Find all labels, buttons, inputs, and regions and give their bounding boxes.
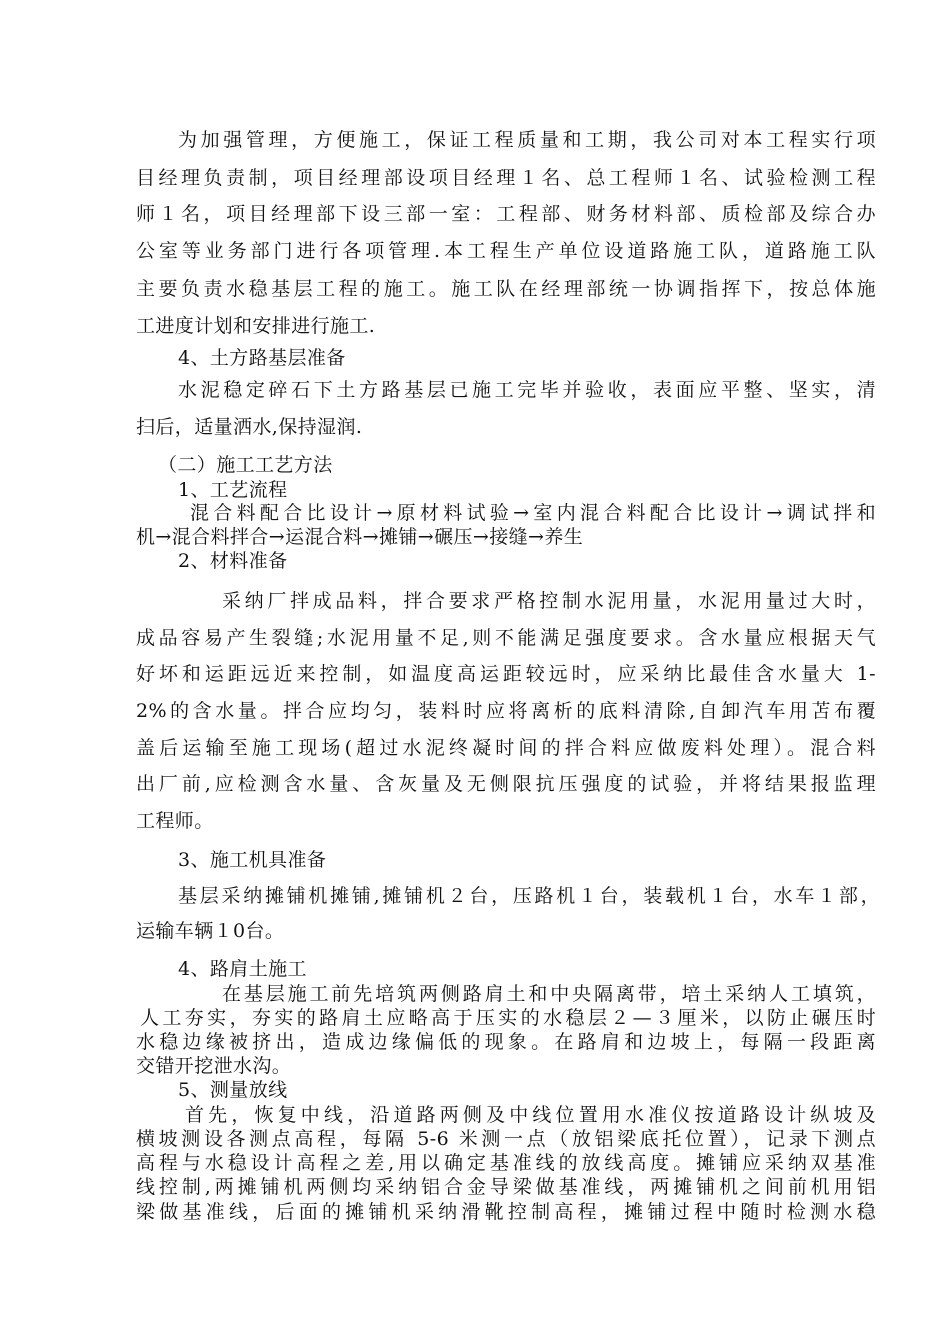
paragraph-line: 机→混合料拌合→运混合料→摊铺→碾压→接缝→养生 (136, 526, 584, 548)
paragraph-line: 基层采纳摊铺机摊铺,摊铺机２台，压路机１台，装载机１台，水车１部， (178, 885, 880, 907)
paragraph-line: 采纳厂拌成品料，拌合要求严格控制水泥用量，水泥用量过大时， (222, 590, 876, 612)
paragraph-line: 工进度计划和安排进行施工. (136, 315, 376, 337)
paragraph-line: 线控制,两摊铺机两侧均采纳铝合金导梁做基准线，两摊铺机之间前机用铝 (136, 1176, 876, 1198)
paragraph-line: 师１名，项目经理部下设三部一室：工程部、财务材料部、质检部及综合办 (136, 203, 876, 225)
paragraph-line: 好坏和运距远近来控制，如温度高运距较远时，应采纳比最佳含水量大 1- (136, 663, 876, 685)
section-heading: 4、土方路基层准备 (178, 347, 346, 369)
paragraph-line: 工程师。 (136, 810, 214, 832)
section-heading: 2、材料准备 (178, 550, 288, 572)
paragraph-line: 盖后运输至施工现场(超过水泥终凝时间的拌合料应做废料处理）。混合料 (136, 737, 876, 759)
paragraph-line: 高程与水稳设计高程之差,用以确定基准线的放线高度。摊铺应采纳双基准 (136, 1152, 876, 1174)
paragraph-line: 运输车辆１0台。 (136, 920, 285, 942)
section-heading: 4、路肩土施工 (178, 958, 307, 980)
paragraph-line: 水泥稳定碎石下土方路基层已施工完毕并验收，表面应平整、坚实，清 (178, 379, 876, 401)
paragraph-line: 水稳边缘被挤出，造成边缘偏低的现象。在路肩和边坡上，每隔一段距离 (136, 1031, 876, 1053)
section-heading: 1、工艺流程 (178, 479, 288, 501)
paragraph-line: 混合料配合比设计→原材料试验→室内混合料配合比设计→调试拌和 (190, 502, 876, 524)
paragraph-line: 首先，恢复中线，沿道路两侧及中线位置用水准仪按道路设计纵坡及 (185, 1104, 876, 1126)
paragraph-line: 2%的含水量。拌合应均匀，装料时应将离析的底料清除,自卸汽车用苫布覆 (136, 700, 876, 722)
paragraph-line: 梁做基准线，后面的摊铺机采纳滑靴控制高程，摊铺过程中随时检测水稳 (136, 1201, 876, 1223)
paragraph-line: 为加强管理，方便施工，保证工程质量和工期，我公司对本工程实行项 (178, 129, 876, 151)
paragraph-line: 成品容易产生裂缝;水泥用量不足,则不能满足强度要求。含水量应根据天气 (136, 627, 876, 649)
paragraph-line: 横坡测设各测点高程，每隔 5-6 米测一点（放铝梁底托位置），记录下测点 (136, 1128, 876, 1150)
paragraph-line: 人工夯实，夯实的路肩土应略高于压实的水稳层２—３厘米，以防止碾压时 (140, 1007, 876, 1029)
paragraph-line: 主要负责水稳基层工程的施工。施工队在经理部统一协调指挥下，按总体施 (136, 278, 876, 300)
section-heading: 5、测量放线 (178, 1079, 288, 1101)
paragraph-line: 扫后，适量洒水,保持湿润. (136, 416, 363, 438)
paragraph-line: 出厂前,应检测含水量、含灰量及无侧限抗压强度的试验，并将结果报监理 (136, 773, 876, 795)
paragraph-line: 公室等业务部门进行各项管理.本工程生产单位设道路施工队，道路施工队 (136, 240, 876, 262)
section-heading: （二）施工工艺方法 (158, 454, 333, 476)
paragraph-line: 交错开挖泄水沟。 (136, 1055, 292, 1077)
paragraph-line: 在基层施工前先培筑两侧路肩土和中央隔离带，培土采纳人工填筑， (222, 983, 876, 1005)
section-heading: 3、施工机具准备 (178, 849, 327, 871)
paragraph-line: 目经理负责制，项目经理部设项目经理１名、总工程师１名、试验检测工程 (136, 167, 876, 189)
